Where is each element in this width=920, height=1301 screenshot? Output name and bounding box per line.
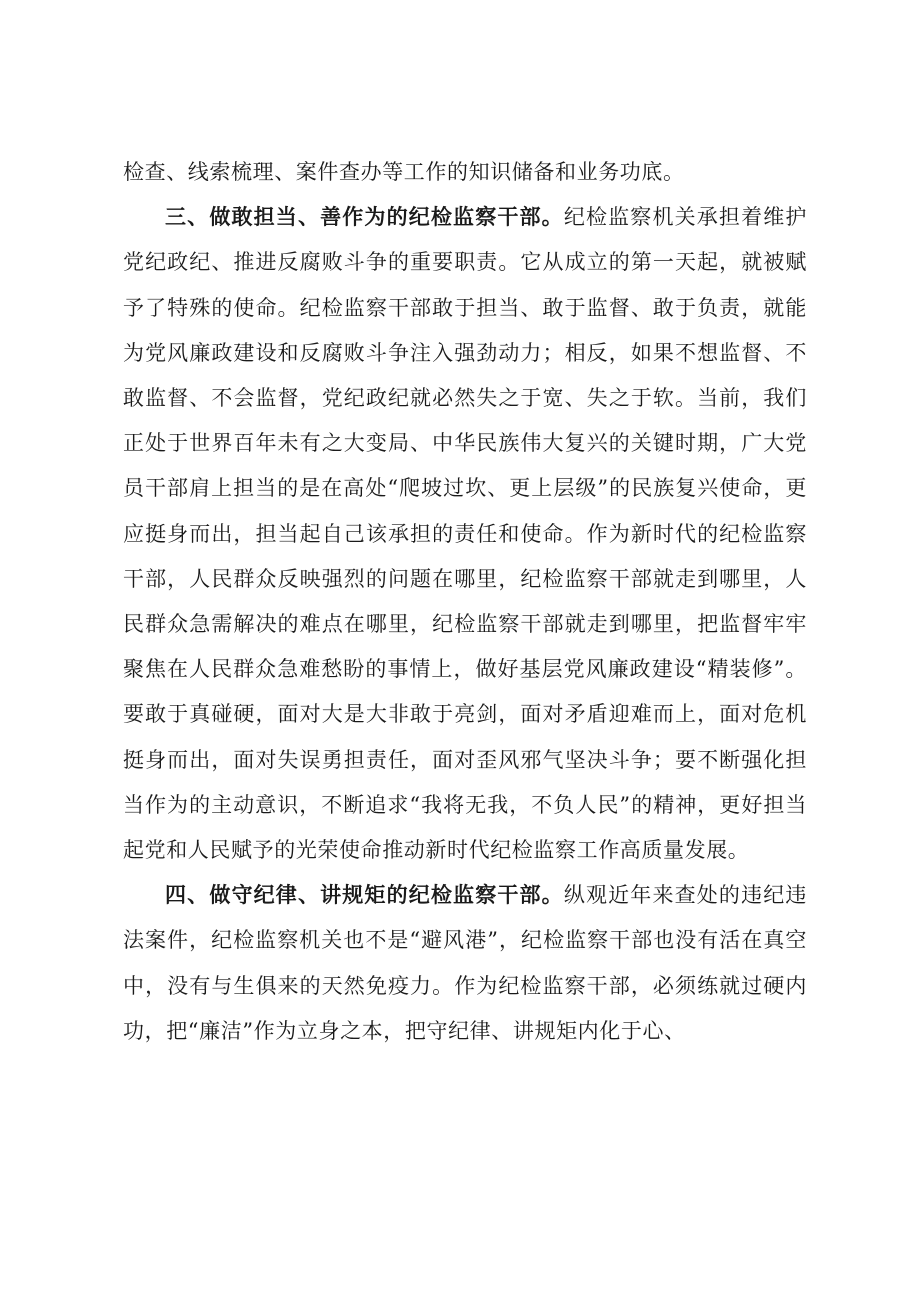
document-body bbox=[123, 150, 807, 1054]
paragraph-continuation bbox=[123, 150, 807, 195]
section-heading-three: 三、做敢担当、善作为的纪检监察干部。 bbox=[165, 205, 564, 230]
paragraph-text: 纵观近年来查处的违纪违法案件，纪检监察机关也不是“避风港”，纪检监察干部也没有活在真空中，没有与生俱来的天然免疫力。作为纪检监察干部，必须练就过硬内功，把“廉洁”作为立身之本，把守纪律、讲规矩内化于心、 bbox=[123, 883, 807, 1043]
paragraph-section-four bbox=[123, 873, 807, 1054]
paragraph-section-three bbox=[123, 195, 807, 873]
section-heading-four: 四、做守纪律、讲规矩的纪检监察干部。 bbox=[165, 883, 564, 908]
paragraph-text: 纪检监察机关承担着维护党纪政纪、推进反腐败斗争的重要职责。它从成立的第一天起，就被赋予了特殊的使命。纪检监察干部敢于担当、敢于监督、敢于负责，就能为党风廉政建设和反腐败斗争注入强劲动力；相反，如果不想监督、不敢监督、不会监督，党纪政纪就必然失之于宽、失之于软。当前，我们正处于世界百年未有之大变局、中华民族伟大复兴的关键时期，广大党员干部肩上担当的是在高处“爬坡过坎、更上层级”的民族复兴使命，更应挺身而出，担当起自己该承担的责任和使命。作为新时代的纪检监察干部，人民群众反映强烈的问题在哪里，纪检监察干部就走到哪里，人民群众急需解决的难点在哪里，纪检监察干部就走到哪里，把监督牢牢聚焦在人民群众急难愁盼的事情上，做好基层党风廉政建设“精装修”。要敢于真碰硬，面对大是大非敢于亮剑，面对矛盾迎难而上，面对危机挺身而出，面对失误勇担责任，面对歪风邪气坚决斗争；要不断强化担当作为的主动意识，不断追求“我将无我，不负人民”的精神，更好担当起党和人民赋予的光荣使命推动新时代纪检监察工作高质量发展。 bbox=[123, 205, 807, 863]
paragraph-text: 检查、线索梳理、案件查办等工作的知识储备和业务功底。 bbox=[123, 160, 685, 184]
